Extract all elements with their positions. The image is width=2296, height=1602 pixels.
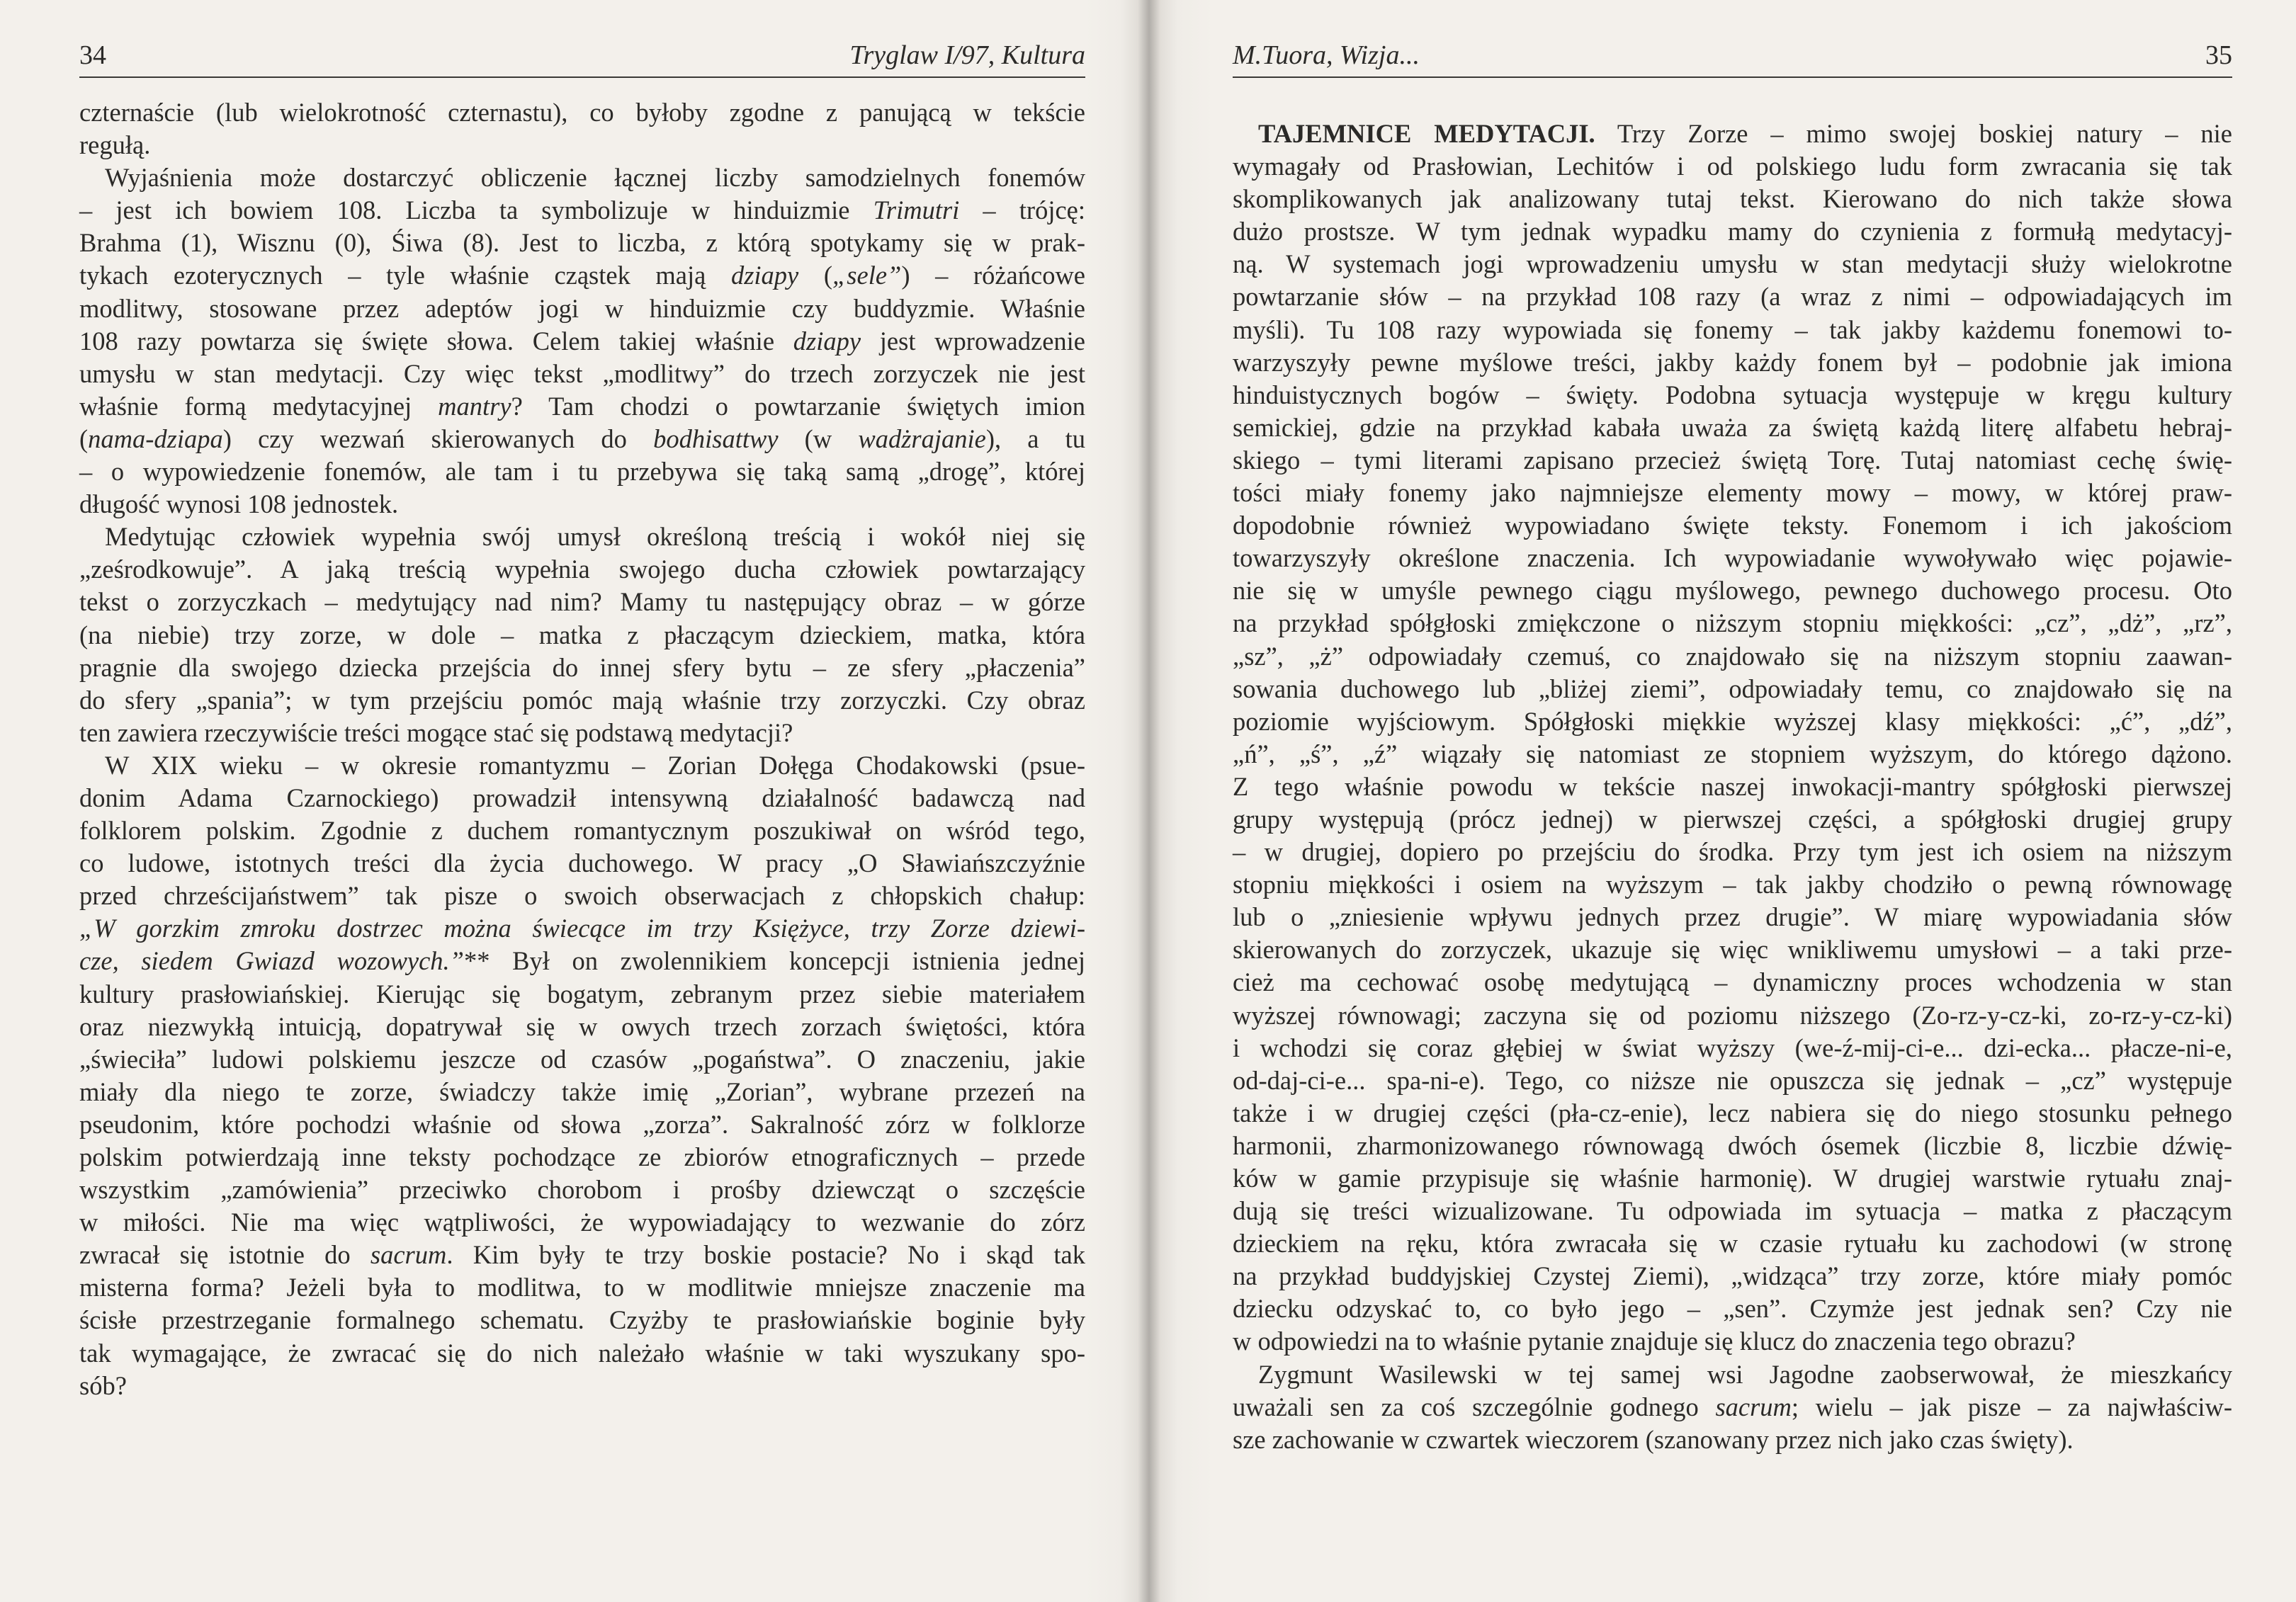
text-line: do sfery „spania”; w tym przejściu pomóc mają właśnie trzy zorzyczki. Czy obraz — [79, 685, 1085, 715]
text-line: – w drugiej, dopiero po przejściu do środka. Przy tym jest ich osiem na niższym — [1233, 837, 2232, 867]
text-line: powtarzanie słów – na przykład 108 razy (a wraz z nimi – odpowiadających im — [1233, 282, 2232, 312]
text-line: dużo prostsze. W tym jednak wypadku mamy do czynienia z formułą medytacyj- — [1233, 217, 2232, 246]
italic-text: sacrum — [1715, 1392, 1792, 1421]
text-line: „ześrodkowuje”. A jaką treścią wypełnia swojego ducha człowiek powtarzający — [79, 555, 1085, 584]
text-line: (na niebie) trzy zorze, w dole – matka z płaczącym dzieckiem, matka, która — [79, 620, 1085, 649]
text-line: co ludowe, istotnych treści dla życia duchowego. W pracy „O Sławiańszczyźnie — [79, 848, 1085, 878]
text-line: oraz niezwykłą intuicją, dopatrywał się w owych trzech zorzach świętości, która — [79, 1011, 1085, 1041]
text-line — [79, 912, 1085, 945]
text-line: wymagały od Prasłowian, Lechitów i od polskiego ludu form zwracania się tak — [1233, 152, 2232, 181]
italic-text: „sele” — [832, 261, 902, 290]
text-line: towarzyszyły określone znaczenia. Ich wypowiadanie wywoływało więc pojawie- — [1233, 543, 2232, 573]
text-line: dopodobnie również wypowiadano święte teksty. Fonemom i ich jakościom — [1233, 511, 2232, 540]
text-line: na przykład spółgłoski zmiękczone o niższym stopniu miękkości: „cz”, „dż”, „rz”, — [1233, 608, 2232, 638]
italic-text: dziapy — [730, 261, 799, 290]
text-line: tykach ezoterycznych – tyle właśnie cząstek mają dziapy („sele”) – różańcowe — [79, 261, 1085, 290]
text-line: wszystkim „zamówienia” przeciwko chorobom i prośby dziewcząt o szczęście — [79, 1175, 1085, 1205]
text-line: Brahma (1), Wisznu (0), Śiwa (8). Jest to liczba, z którą spotykamy się w prak- — [79, 228, 1085, 258]
text-line: tekst o zorzyczkach – medytujący nad nim? Mamy tu następujący obraz – w górze — [79, 587, 1085, 617]
text-line: – jest ich bowiem 108. Liczba ta symbolizuje w hinduizmie Trimutri – trójcę: — [79, 195, 1085, 225]
text-line: skomplikowanych jak analizowany tutaj tekst. Kierowano do nich także słowa — [1233, 184, 2232, 214]
left-page-header — [79, 34, 1085, 78]
text-line: donim Adama Czarnockiego) prowadził intensywną działalność badawczą nad — [79, 783, 1085, 812]
text-line: „sz”, „ż” odpowiadały czemuś, co znajdowało się na niższym stopniu zaawan- — [1233, 641, 2232, 671]
text-line: harmonii, zharmonizowanego równowagą dwóch ósemek (liczbie 8, liczbie dźwię- — [1233, 1130, 2232, 1160]
text-line: na przykład buddyjskiej Czystej Ziemi), „widząca” trzy zorze, które miały pomóc — [1233, 1261, 2232, 1291]
text-line: w miłości. Nie ma więc wątpliwości, że wypowiadający to wezwanie do zórz — [79, 1208, 1085, 1237]
text-line: grupy występują (prócz jednej) w pierwszej części, a spółgłoski drugiej grupy — [1233, 804, 2232, 834]
italic-text: nama-dziapa — [88, 424, 223, 453]
text-line: Zygmunt Wasilewski w tej samej wsi Jagodne zaobserwował, że mieszkańcy — [1258, 1359, 2232, 1389]
text-line: W XIX wieku – w okresie romantyzmu – Zorian Dołęga Chodakowski (psue- — [105, 750, 1085, 780]
italic-text: sacrum — [370, 1240, 447, 1270]
text-line: umysłu w stan medytacji. Czy więc tekst „modlitwy” do trzech zorzyczek nie jest — [79, 358, 1085, 388]
left-page-body — [79, 96, 1085, 1402]
text-line: Wyjaśnienia może dostarczyć obliczenie łącznej liczby samodzielnych fonemów — [105, 163, 1085, 193]
text-line: warzyszyły pewne myślowe treści, jakby każdy fonem był – podobnie jak imiona — [1233, 347, 2232, 377]
text-line: skiego – tymi literami zapisano przecież świętą Torę. Tutaj natomiast cechę świę- — [1233, 445, 2232, 475]
text-line: miały dla niego te zorze, świadczy także imię „Zorian”, wybrane przezeń na — [79, 1076, 1085, 1106]
text-line: pragnie dla swojego dziecka przejścia do innej sfery bytu – ze sfery „płaczenia” — [79, 652, 1085, 682]
page-number: 35 — [2205, 40, 2232, 70]
section-heading: TAJEMNICE MEDYTACJI. — [1258, 119, 1595, 148]
text-line: długość wynosi 108 jednostek. — [79, 489, 399, 519]
text-line: „ń”, „ś”, „ź” wiązały się natomiast ze stopniem wyższym, do którego dążono. — [1233, 739, 2232, 768]
right-page-header — [1233, 34, 2232, 78]
italic-text: dziapy — [793, 326, 861, 356]
text-line: sowania duchowego lub „bliżej ziemi”, odpowiadały temu, co znajdowało się na — [1233, 674, 2232, 703]
paragraph — [79, 749, 1085, 1402]
text-line: sób? — [79, 1370, 127, 1400]
paragraph — [79, 96, 1085, 161]
text-line: misterna forma? Jeżeli była to modlitwa, to w modlitwie mniejsze znaczenie ma — [79, 1273, 1085, 1302]
text-line: zwracał się istotnie do sacrum. Kim były te trzy boskie postacie? No i skąd tak — [79, 1240, 1085, 1270]
text-line: czternaście (lub wielokrotność czternastu), co byłoby zgodne z panującą w tekście — [79, 98, 1085, 127]
text-line: cze, siedem Gwiazd wozowych.”** Był on zwolennikiem koncepcji istnienia jednej — [79, 946, 1086, 976]
page-number: 34 — [79, 40, 106, 70]
text-line: 108 razy powtarza się święte słowa. Celem takiej właśnie dziapy jest wprowadzenie — [79, 326, 1085, 356]
text-line: ten zawiera rzeczywiście treści mogące stać się podstawą medytacji? — [79, 717, 793, 747]
text-line: TAJEMNICE MEDYTACJI. Trzy Zorze – mimo swojej boskiej natury – nie — [1258, 119, 2232, 148]
right-page — [1149, 0, 2296, 1602]
text-line: wyższej równowagi; zaczyna się od poziomu niższego (Zo-rz-y-cz-ki, zo-rz-y-cz-ki) — [1233, 1000, 2232, 1030]
text-line: ścisłe przestrzeganie formalnego schematu. Czyżby te prasłowiańskie boginie były — [79, 1305, 1085, 1335]
text-line: skierowanych do zorzyczek, ukazuje się więc wnikliwemu umysłowi – a taki prze- — [1233, 935, 2232, 965]
text-line: dzieckiem na ręku, która zwracała się w czasie rytuału ku zachodowi (w stronę — [1233, 1229, 2232, 1259]
paragraph — [79, 521, 1085, 749]
text-line: właśnie formą medytacyjnej mantry? Tam chodzi o powtarzanie świętych imion — [79, 391, 1086, 421]
text-line: Medytując człowiek wypełnia swój umysł określoną treścią i wokół niej się — [105, 522, 1085, 552]
text-line: tości miały fonemy jako najmniejsze elementy mowy – mowy, w której praw- — [1233, 478, 2232, 508]
italic-text: wadżrajanie — [858, 424, 986, 453]
text-line: (nama-dziapa) czy wezwań skierowanych do bodhisattwy (w wadżrajanie), a tu — [79, 424, 1086, 453]
paragraph — [1233, 1358, 2232, 1456]
italic-text: „W gorzkim zmroku dostrzec można świecące im trzy Księżyce, trzy Zorze dziewi- — [79, 914, 1085, 943]
text-line: – o wypowiedzenie fonemów, ale tam i tu przebywa się taką samą „drogę”, której — [79, 457, 1085, 487]
text-line: polskim potwierdzają inne teksty pochodzące ze zbiorów etnograficznych – przede — [79, 1142, 1085, 1171]
italic-text: Trimutri — [873, 195, 960, 225]
text-line: przed chrześcijaństwem” tak pisze o swoich obserwacjach z chłopskich chałup: — [79, 881, 1085, 911]
text-line: stopniu miękkości i osiem na wyższym – tak jakby chodziło o pewną równowagę — [1233, 870, 2232, 899]
text-line: i wchodzi się coraz głębiej w świat wyższy (we-ź-mij-ci-e... dzi-ecka... płacze-ni-e, — [1233, 1033, 2232, 1062]
text-line: sze zachowanie w czwartek wieczorem (szanowany przez nich jako czas święty). — [1233, 1424, 2074, 1454]
book-gutter — [1138, 0, 1160, 1602]
text-line: ków w gamie przypisuje się właśnie harmonię). W drugiej warstwie rytuału znaj- — [1233, 1164, 2232, 1193]
text-line: cież ma cechować osobę medytującą – dynamiczny proces wchodzenia w stan — [1233, 967, 2232, 997]
paragraph — [79, 161, 1085, 521]
text-line: ną. W systemach jogi wprowadzeniu umysłu w stan medytacji służy wielokrotne — [1233, 249, 2232, 279]
italic-text: bodhisattwy — [653, 424, 779, 453]
text-line: także i w drugiej części (pła-cz-enie), lecz nabiera się do niego stosunku pełnego — [1233, 1098, 2232, 1127]
text-line: uważali sen za coś szczególnie godnego sacrum; wielu – jak pisze – za najwłaściw- — [1233, 1392, 2232, 1421]
paragraph — [1233, 118, 2232, 1358]
running-head: M.Tuora, Wizja... — [1233, 40, 1420, 70]
text-line: dziecku odzyskać to, co było jego – „sen”. Czymże jest jednak sen? Czy nie — [1233, 1294, 2232, 1324]
text-line: tak wymagające, że zwracać się do nich należało właśnie w taki wyszukany spo- — [79, 1338, 1085, 1368]
text-line: pseudonim, które pochodzi właśnie od słowa „zorza”. Sakralność zórz w folklorze — [79, 1109, 1085, 1139]
text-line: dują się treści wizualizowane. Tu odpowiada im sytuacja – matka z płaczącym — [1233, 1196, 2232, 1226]
text-line: Z tego właśnie powodu w tekście naszej inwokacji-mantry spółgłoski pierwszej — [1233, 771, 2232, 801]
text-line: hinduistycznych bogów – święty. Podobna sytuacja występuje w kręgu kultury — [1233, 380, 2232, 409]
running-head: Tryglaw I/97, Kultura — [849, 40, 1085, 70]
right-page-body — [1233, 118, 2232, 1456]
text-line: folklorem polskim. Zgodnie z duchem romantycznym poszukiwał on wśród tego, — [79, 816, 1085, 846]
italic-text: mantry — [438, 391, 511, 421]
text-line: „świeciła” ludowi polskiemu jeszcze od czasów „pogaństwa”. O znaczeniu, jakie — [79, 1044, 1085, 1074]
text-line: nie się w umyśle pewnego ciągu myślowego, pewnego duchowego procesu. Oto — [1233, 576, 2232, 606]
text-line: w odpowiedzi na to właśnie pytanie znajduje się klucz do znaczenia tego obrazu? — [1233, 1327, 2076, 1356]
text-line: kultury prasłowiańskiej. Kierując się bogatym, zebranym przez siebie materiałem — [79, 979, 1085, 1009]
text-line: lub o „zniesienie wpływu jednych przez drugie”. W miarę wypowiadania słów — [1233, 902, 2232, 932]
text-line: regułą. — [79, 130, 151, 160]
text-line: od-daj-ci-e... spa-ni-e). Tego, co niższe nie opuszcza się jednak – „cz” występuje — [1233, 1065, 2232, 1095]
text-line: semickiej, gdzie na przykład kabała uważa za świętą każdą literę alfabetu hebraj- — [1233, 412, 2232, 442]
text-line: myśli). Tu 108 razy wypowiada się fonemy – tak jakby każdemu fonemowi to- — [1233, 314, 2232, 344]
text-line: poziomie wyjściowym. Spółgłoski miękkie wyższej klasy miękkości: „ć”, „dź”, — [1233, 706, 2232, 736]
text-line: modlitwy, stosowane przez adeptów jogi w hinduizmie czy buddyzmie. Właśnie — [79, 293, 1085, 323]
italic-text: cze, siedem Gwiazd wozowych.” — [79, 946, 464, 976]
